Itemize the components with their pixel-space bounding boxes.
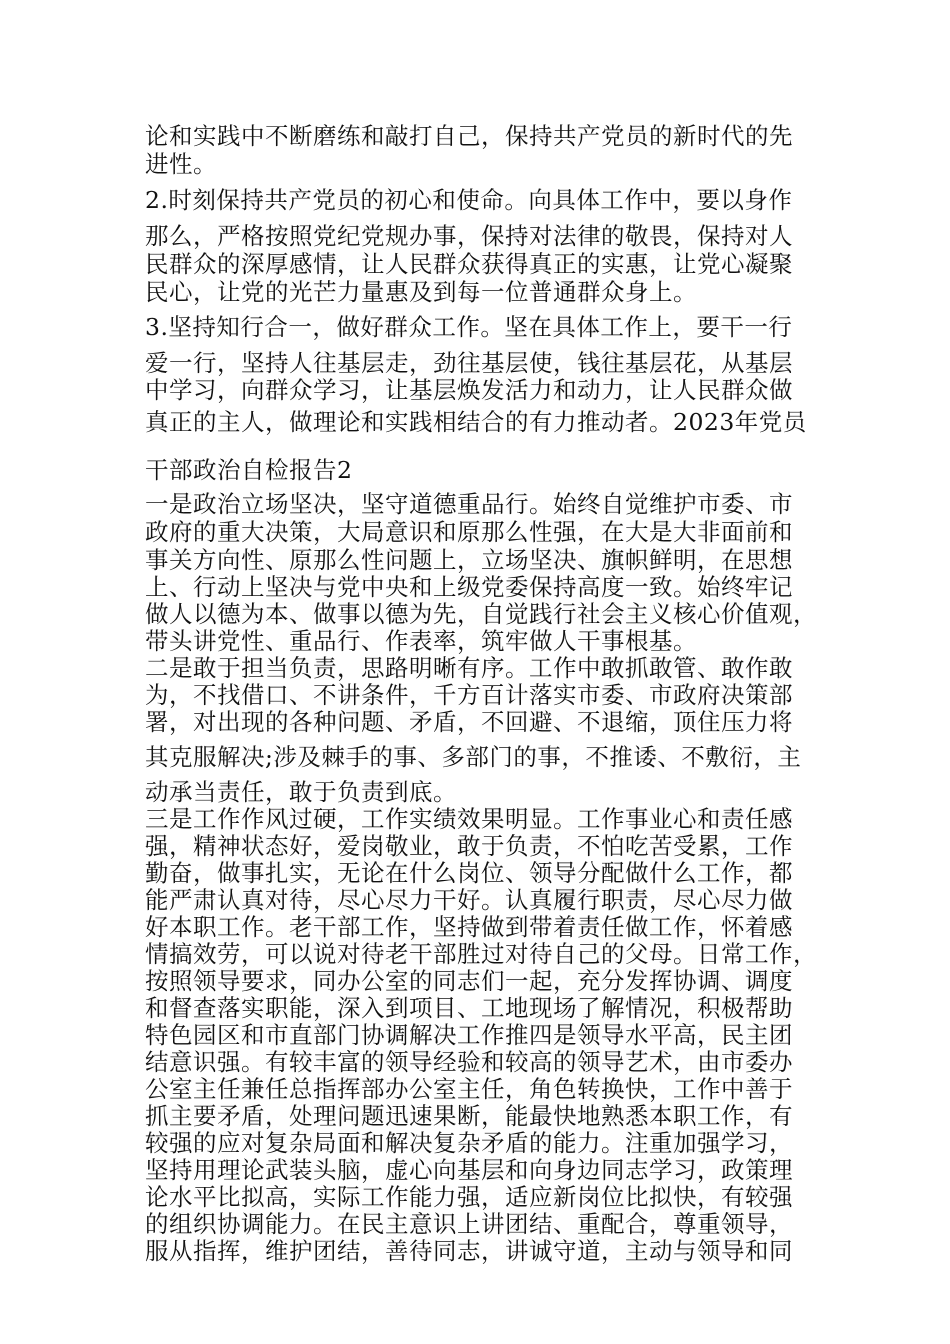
- text-line: 的组织协调能力。在民主意识上讲团结、重配合，尊重领导，: [145, 1210, 793, 1238]
- text-line: 论水平比拟高，实际工作能力强，适应新岗位比拟快，有较强: [145, 1183, 793, 1211]
- text-line: 民群众的深厚感情，让人民群众获得真正的实惠，让党心凝聚: [145, 250, 793, 278]
- text-line: 一是政治立场坚决，坚守道德重品行。始终自觉维护市委、市: [145, 490, 793, 518]
- text-line: 其克服解决;涉及棘手的事、多部门的事，不推诿、不敷衍，主: [145, 743, 802, 771]
- text-line: 特色园区和市直部门协调解决工作推四是领导水平高，民主团: [145, 1021, 793, 1049]
- text-line: 服从指挥，维护团结，善待同志，讲诚守道，主动与领导和同: [145, 1237, 793, 1265]
- text-line: 进性。: [145, 150, 217, 178]
- text-line: 情搞效劳，可以说对待老干部胜过对待自己的父母。日常工作，: [145, 940, 817, 968]
- text-line: 动承当责任，敢于负责到底。: [145, 778, 457, 806]
- text-line: 抓主要矛盾，处理问题迅速果断，能最快地熟悉本职工作，有: [145, 1102, 793, 1130]
- text-line: 事关方向性、原那么性问题上，立场坚决、旗帜鲜明，在思想: [145, 546, 793, 574]
- text-line: 真正的主人，做理论和实践相结合的有力推动者。2023年党员: [145, 408, 807, 436]
- text-line: 为，不找借口、不讲条件，千方百计落实市委、市政府决策部: [145, 681, 793, 709]
- text-line: 做人以德为本、做事以德为先，自觉践行社会主义核心价值观，: [145, 600, 817, 628]
- text-line: 强，精神状态好，爱岗敬业，敢于负责，不怕吃苦受累，工作: [145, 832, 793, 860]
- text-line: 结意识强。有较丰富的领导经验和较高的领导艺术，由市委办: [145, 1048, 793, 1076]
- text-line: 二是敢于担当负责，思路明晰有序。工作中敢抓敢管、敢作敢: [145, 654, 793, 682]
- text-line: 和督查落实职能，深入到项目、工地现场了解情况，积极帮助: [145, 994, 793, 1022]
- text-line: 政府的重大决策，大局意识和原那么性强，在大是大非面前和: [145, 518, 793, 546]
- text-line: 论和实践中不断磨练和敲打自己，保持共产党员的新时代的先: [145, 122, 793, 150]
- text-line: 公室主任兼任总指挥部办公室主任，角色转换快，工作中善于: [145, 1075, 793, 1103]
- section-heading: 干部政治自检报告2: [145, 456, 353, 484]
- text-line: 勤奋，做事扎实，无论在什么岗位、领导分配做什么工作，都: [145, 859, 793, 887]
- text-line: 民心，让党的光芒力量惠及到每一位普通群众身上。: [145, 278, 697, 306]
- text-line: 爱一行，坚持人往基层走，劲往基层使，钱往基层花，从基层: [145, 349, 793, 377]
- text-line: 那么，严格按照党纪党规办事，保持对法律的敬畏，保持对人: [145, 222, 793, 250]
- text-line: 带头讲党性、重品行、作表率，筑牢做人干事根基。: [145, 627, 697, 655]
- text-line: 好本职工作。老干部工作，坚持做到带着责任做工作，怀着感: [145, 913, 793, 941]
- text-line: 三是工作作风过硬，工作实绩效果明显。工作事业心和责任感: [145, 805, 793, 833]
- text-line: 较强的应对复杂局面和解决复杂矛盾的能力。注重加强学习，: [145, 1129, 793, 1157]
- text-line: 2.时刻保持共产党员的初心和使命。向具体工作中，要以身作: [145, 186, 793, 214]
- text-line: 3.坚持知行合一，做好群众工作。坚在具体工作上，要干一行: [145, 313, 793, 341]
- text-line: 署，对出现的各种问题、矛盾，不回避、不退缩，顶住压力将: [145, 708, 793, 736]
- text-line: 能严肃认真对待，尽心尽力干好。认真履行职责，尽心尽力做: [145, 886, 793, 914]
- text-line: 坚持用理论武装头脑，虚心向基层和向身边同志学习，政策理: [145, 1156, 793, 1184]
- text-line: 上、行动上坚决与党中央和上级党委保持高度一致。始终牢记: [145, 573, 793, 601]
- text-line: 按照领导要求，同办公室的同志们一起，充分发挥协调、调度: [145, 967, 793, 995]
- text-line: 中学习，向群众学习，让基层焕发活力和动力，让人民群众做: [145, 376, 793, 404]
